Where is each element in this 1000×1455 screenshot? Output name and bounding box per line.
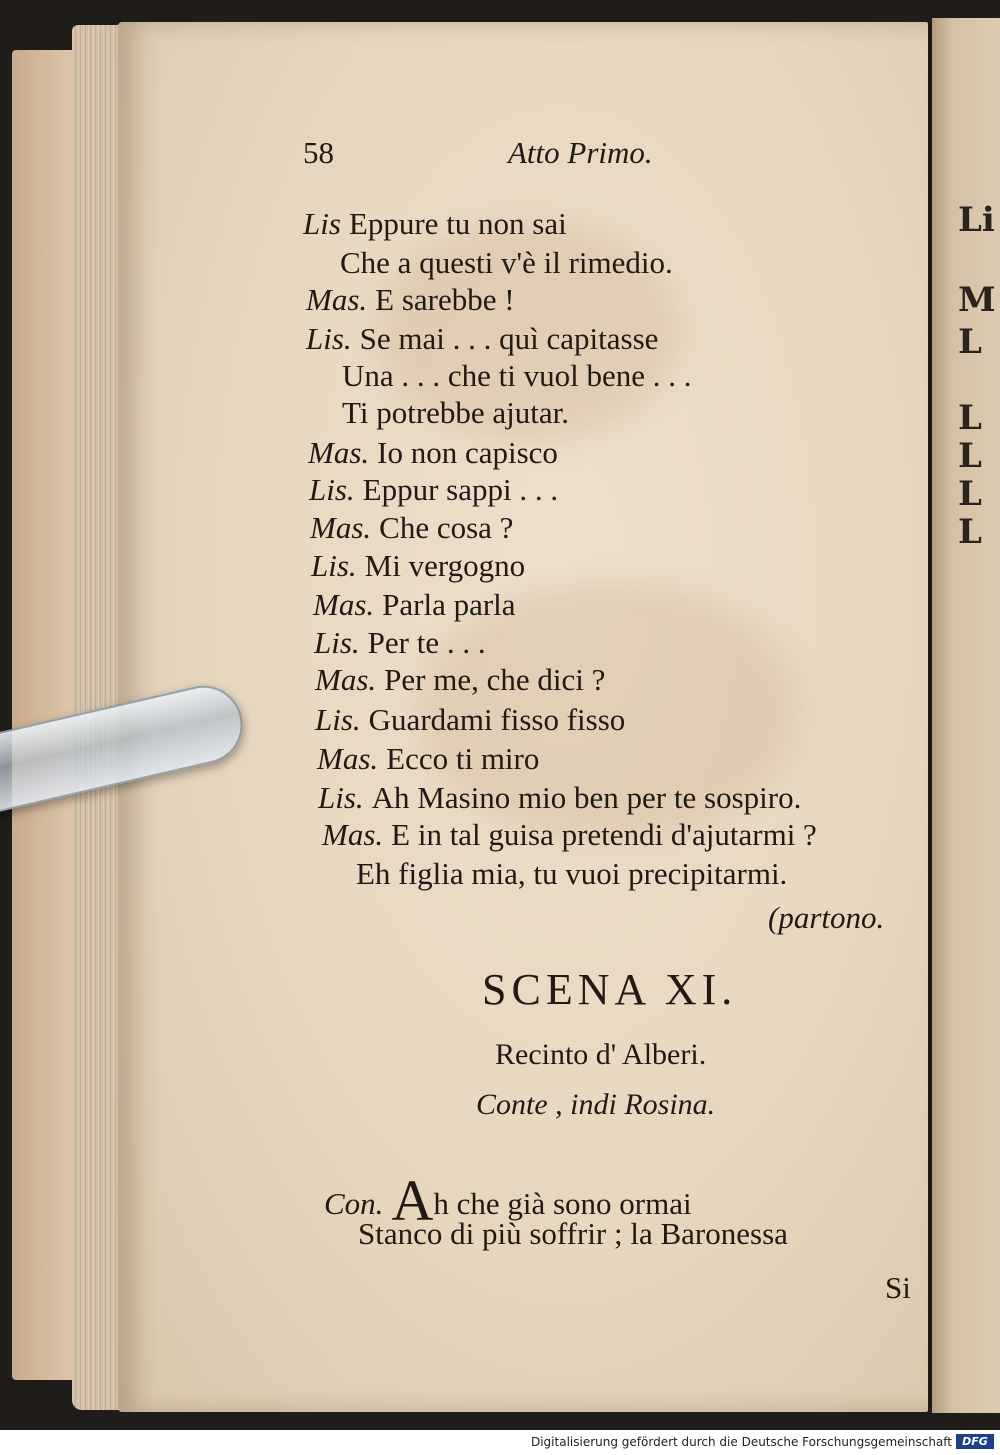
verse: Per me, che dici ?: [384, 662, 606, 697]
dialogue-line: [315, 664, 605, 695]
dialogue-line: [356, 858, 787, 889]
speaker: Lis.: [315, 702, 361, 737]
dialogue-line: [306, 284, 515, 315]
speaker: Lis.: [318, 780, 364, 815]
dfg-logo: DFG: [956, 1434, 994, 1449]
next-page-glyph: L: [958, 512, 982, 552]
verse: Ah Masino mio ben per te sospiro.: [371, 780, 802, 815]
verse: E in tal guisa pretendi d'ajutarmi ?: [391, 817, 817, 852]
verse: Eppure tu non sai: [348, 206, 567, 241]
dialogue-line: [306, 323, 658, 354]
drop-cap: A: [391, 1168, 434, 1233]
speaker: Lis.: [314, 625, 360, 660]
verse: Ti potrebbe ajutar.: [342, 395, 570, 430]
dialogue-line: [318, 782, 801, 813]
speaker: Lis: [303, 206, 341, 241]
scene-title: SCENA XI.: [482, 965, 738, 1014]
speaker: Con.: [324, 1186, 384, 1221]
dialogue-line: [358, 1218, 788, 1249]
verse: Una . . . che ti vuol bene . . .: [342, 358, 692, 393]
speaker: Mas.: [313, 587, 375, 622]
scene-characters: Conte , indi Rosina.: [476, 1088, 716, 1121]
dialogue-line: [311, 550, 525, 581]
catchword: Si: [885, 1270, 911, 1305]
dialogue-line: [322, 819, 817, 850]
speaker: Lis.: [309, 472, 355, 507]
next-page-glyph: L: [958, 436, 982, 476]
verse: Che a questi v'è il rimedio.: [340, 245, 673, 280]
verse: Che cosa ?: [379, 510, 514, 545]
verse: Guardami fisso fisso: [368, 702, 626, 737]
next-page-glyph: M: [958, 280, 996, 320]
speaker: Mas.: [310, 510, 372, 545]
dialogue-line: [309, 474, 558, 505]
verse: E sarebbe !: [375, 282, 515, 317]
digitization-credit: Digitalisierung gefördert durch die Deutsche Forschungsgemeinschaft: [530, 1435, 952, 1449]
next-page-glyph: L: [958, 474, 982, 514]
speaker: Mas.: [322, 817, 384, 852]
speaker: Lis.: [311, 548, 357, 583]
dialogue-line: [303, 208, 567, 239]
speaker: Mas.: [306, 282, 368, 317]
speaker: Mas.: [315, 662, 377, 697]
dialogue-line: [342, 397, 569, 428]
dialogue-line: [310, 512, 513, 543]
verse: Eppur sappi . . .: [362, 472, 559, 507]
dialogue-line: [317, 743, 539, 774]
dialogue-line: [315, 704, 625, 735]
dialogue-line: [340, 247, 673, 278]
next-page-glyph: L: [958, 398, 982, 438]
verse: Per te . . .: [367, 625, 486, 660]
page-number: 58: [303, 135, 334, 170]
dialogue-line: [314, 627, 486, 658]
speaker: Lis.: [306, 321, 352, 356]
verse: Parla parla: [382, 587, 516, 622]
next-page-glyph: L: [958, 322, 982, 362]
verse: Eh figlia mia, tu vuoi precipitarmi.: [356, 856, 788, 891]
dialogue-line: [313, 589, 516, 620]
scene-setting: Recinto d' Alberi.: [495, 1038, 707, 1071]
verse: h che già sono ormai: [433, 1186, 692, 1221]
next-page-glyph: Li: [958, 200, 995, 240]
running-title: Atto Primo.: [508, 135, 653, 170]
verse: Io non capisco: [377, 435, 558, 470]
speaker: Mas.: [317, 741, 379, 776]
dialogue-line: [342, 360, 692, 391]
verse: Ecco ti miro: [386, 741, 540, 776]
speaker: Mas.: [308, 435, 370, 470]
verse: Se mai . . . quì capitasse: [359, 321, 659, 356]
verse: Mi vergogno: [364, 548, 526, 583]
stage-direction: (partono.: [768, 900, 885, 935]
dialogue-line: [308, 437, 558, 468]
verse: Stanco di più soffrir ; la Baronessa: [358, 1216, 788, 1251]
